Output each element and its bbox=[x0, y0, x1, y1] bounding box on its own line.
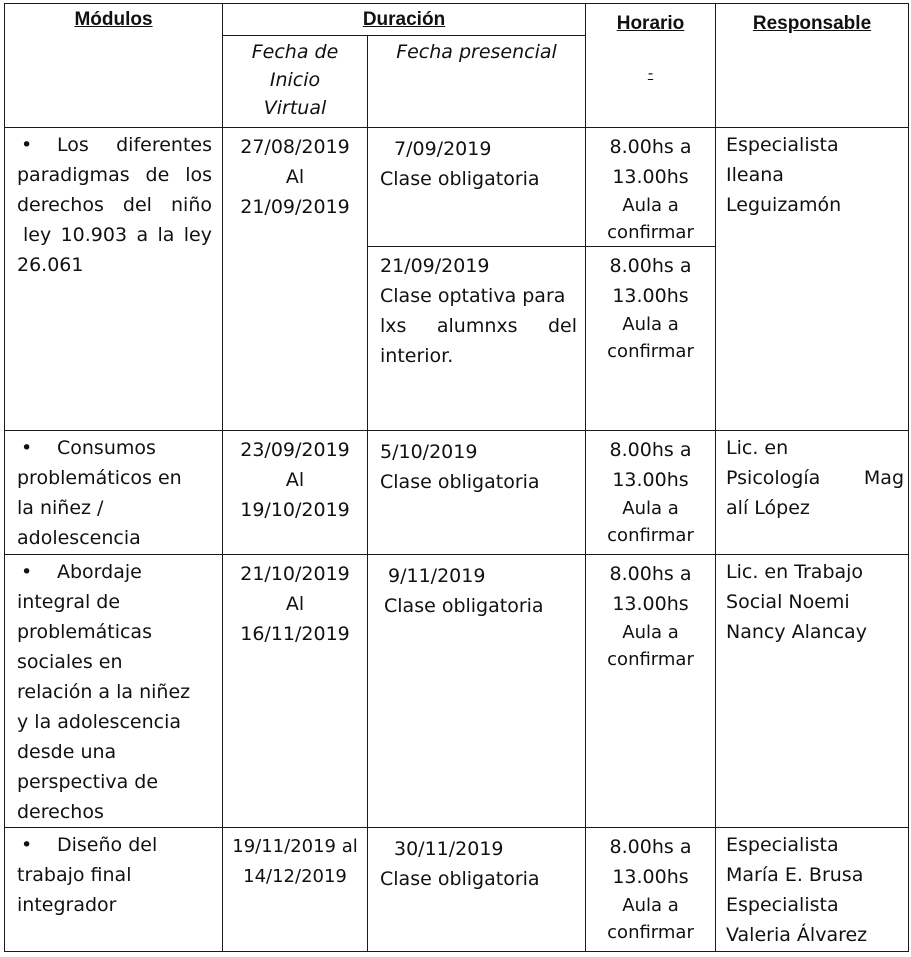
presencial-cell-2: 5/10/2019 Clase obligatoria bbox=[368, 431, 586, 555]
header-fecha-inicio: Fecha de Inicio Virtual bbox=[223, 36, 368, 128]
header-modulos: Módulos bbox=[5, 4, 223, 128]
horario-cell-2: 8.00hs a 13.00hs Aula a confirmar bbox=[586, 431, 716, 555]
header-duracion: Duración bbox=[223, 4, 586, 36]
responsable-cell-2: Lic. en Psicología Mag alí López bbox=[716, 431, 909, 555]
presencial-cell-4: 30/11/2019 Clase obligatoria bbox=[368, 828, 586, 952]
inicio-cell-1: 27/08/2019 Al 21/09/2019 bbox=[223, 128, 368, 431]
modulo-cell-4: • Diseño del trabajo final integrador bbox=[5, 828, 223, 952]
header-fecha-presencial: Fecha presencial bbox=[368, 36, 586, 128]
modulo-cell-2: • Consumos problemáticos en la niñez / adolescencia bbox=[5, 431, 223, 555]
inicio-cell-2: 23/09/2019 Al 19/10/2019 bbox=[223, 431, 368, 555]
responsable-cell-3: Lic. en Trabajo Social Noemi Nancy Alancay bbox=[716, 555, 909, 828]
horario-cell-4: 8.00hs a 13.00hs Aula a confirmar bbox=[586, 828, 716, 952]
presencial-cell-3: 9/11/2019 Clase obligatoria bbox=[368, 555, 586, 828]
schedule-table bbox=[4, 3, 909, 952]
responsable-cell-1: Especialista Ileana Leguizamón bbox=[716, 128, 909, 431]
modulo-cell-1: • Los diferentes paradigmas de los derechos del niño ley 10.903 a la ley 26.061 bbox=[5, 128, 223, 431]
modulo-cell-3: • Abordaje integral de problemáticas sociales en relación a la niñez y la adolescencia desde una perspectiva de derechos bbox=[5, 555, 223, 828]
horario-cell-1a: 8.00hs a 13.00hs Aula a confirmar bbox=[586, 128, 716, 247]
header-horario: Horario - bbox=[586, 4, 716, 128]
presencial-cell-1a: 7/09/2019 Clase obligatoria bbox=[368, 128, 586, 247]
horario-dash: - bbox=[647, 65, 654, 82]
horario-cell-3: 8.00hs a 13.00hs Aula a confirmar bbox=[586, 555, 716, 828]
header-responsable: Responsable bbox=[716, 4, 909, 128]
presencial-cell-1b: 21/09/2019 Clase optativa para lxs alumnxs del interior. bbox=[368, 247, 586, 431]
horario-cell-1b: 8.00hs a 13.00hs Aula a confirmar bbox=[586, 247, 716, 431]
inicio-cell-3: 21/10/2019 Al 16/11/2019 bbox=[223, 555, 368, 828]
inicio-cell-4: 19/11/2019 al 14/12/2019 bbox=[223, 828, 368, 952]
responsable-cell-4: Especialista María E. Brusa Especialista Valeria Álvarez bbox=[716, 828, 909, 952]
